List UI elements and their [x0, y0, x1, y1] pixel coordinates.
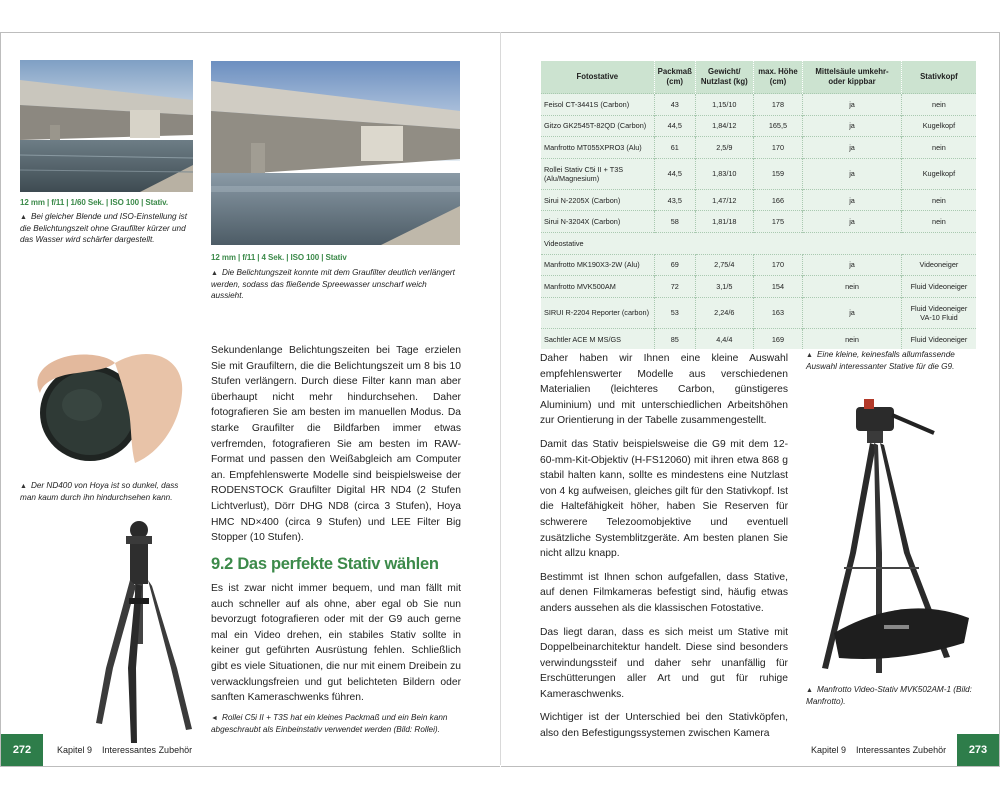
- table-cell: nein: [803, 276, 902, 298]
- triangle-left-icon: ▲: [806, 352, 813, 359]
- table-cell: 85: [654, 328, 695, 349]
- table-cell: ja: [803, 189, 902, 211]
- table-cell: 2,5/9: [695, 137, 753, 159]
- table-cell: 43,5: [654, 189, 695, 211]
- table-cell: 1,81/18: [695, 211, 753, 233]
- table-header: max. Höhe (cm): [753, 61, 803, 94]
- table-cell: nein: [901, 137, 976, 159]
- paragraph: Damit das Stativ beispielsweise die G9 mit dem 12-60-mm-Kit-Objektiv (H-FS12060) mit ihren etwa 868 g stabil halten kann, sollte es mindestens eine Nutzlast von 4 kg aufweisen, gleiches gilt für den Stativkopf. Ist die Haltefähigkeit höher, haben Sie Reserven für schwerere Telezoomobjektive und eventuell zusätzliche Systemblitzgeräte. Am besten planen Sie nicht allzu knapp.: [540, 438, 788, 560]
- table-header: Mittelsäule umkehr- oder kippbar: [803, 61, 902, 94]
- table-row: [541, 211, 976, 233]
- right-body-column: [540, 351, 788, 750]
- filter-caption-text: Der ND400 von Hoya ist so dunkel, dass man kaum durch ihn hindurchsehen kann.: [20, 481, 179, 503]
- table-cell: 163: [753, 297, 803, 328]
- table-cell: ja: [803, 94, 902, 116]
- filter-paragraph-text: Sekundenlange Belichtungszeiten bei Tage erzielen Sie mit Graufiltern, die die Belichtungszeit um 8 bis 10 Stufen verlängern. Durch diese Filter kann man aber überhaupt nicht mehr hindurchsehen. Daher fotografieren Sie am besten im manuellen Modus. Da starke Graufilter die Bildfarben immer etwas verfremden, fotografieren Sie am besten im RAW-Format und passen den Weißabgleich am Computer an. Empfehlenswerte Modelle sind beispielsweise der RODENSTOCK Graufilter Digital HR ND4 (2 Stufen Lichtverlust), Dörr DHG ND8 (circa 3 Stufen), Hoya HMC ND×400 (circa 9 Stufen) und LEE Filter Big Stopper (10 Stufen).: [211, 345, 461, 544]
- photo1-caption: [20, 211, 195, 246]
- table-cell: 4,4/4: [695, 328, 753, 349]
- table-cell: 43: [654, 94, 695, 116]
- table-cell: Manfrotto MK190X3-2W (Alu): [541, 254, 654, 276]
- tripod-intro-paragraph: [211, 581, 461, 714]
- table-cell: 53: [654, 297, 695, 328]
- table-cell: 170: [753, 254, 803, 276]
- table-cell: 44,5: [654, 158, 695, 189]
- photo2-caption: [211, 267, 461, 302]
- table-cell: 1,15/10: [695, 94, 753, 116]
- table-cell: 169: [753, 328, 803, 349]
- table-header: Fotostative: [541, 61, 654, 94]
- building-photo-long-exposure: [211, 61, 460, 245]
- triangle-up-icon: ▲: [20, 214, 27, 221]
- video-tripod-image: [804, 393, 974, 678]
- table-row: [541, 158, 976, 189]
- table-cell: Sirui N-3204X (Carbon): [541, 211, 654, 233]
- building-photo-long-exposure-image: [211, 61, 460, 245]
- table-header: Stativkopf: [901, 61, 976, 94]
- table-cell: Kugelkopf: [901, 158, 976, 189]
- table-cell: 1,83/10: [695, 158, 753, 189]
- photo1-caption-head: 12 mm | f/11 | 1/60 Sek. | ISO 100 | Stativ.: [20, 198, 169, 207]
- table-row: [541, 115, 976, 137]
- table-row: [541, 328, 976, 349]
- tripod-table: [541, 61, 976, 349]
- table-row: [541, 297, 976, 328]
- triangle-left-icon: ◄: [211, 715, 218, 722]
- table-row: [541, 94, 976, 116]
- table-cell: nein: [803, 328, 902, 349]
- table-caption-text: Eine kleine, keinesfalls allumfassende Auswahl interessanter Stative für die G9.: [806, 350, 955, 372]
- triangle-up-icon: ▲: [211, 270, 218, 277]
- table-section-row: [541, 232, 976, 254]
- photo2-caption-head: 12 mm | f/11 | 4 Sek. | ISO 100 | Stativ: [211, 253, 347, 262]
- table-cell: 61: [654, 137, 695, 159]
- table-cell: 159: [753, 158, 803, 189]
- filter-caption: [20, 480, 195, 503]
- table-cell: 154: [753, 276, 803, 298]
- table-row: [541, 189, 976, 211]
- table-cell: nein: [901, 211, 976, 233]
- left-footer-chapter: Kapitel 9: [57, 745, 93, 755]
- table-row: [541, 276, 976, 298]
- paragraph: Wichtiger ist der Unterschied bei den Stativköpfen, also den Befestigungssystemen zwischen Kamera: [540, 712, 788, 740]
- table-cell: nein: [901, 94, 976, 116]
- table-cell: 58: [654, 211, 695, 233]
- table-cell: 1,84/12: [695, 115, 753, 137]
- paragraph: Daher haben wir Ihnen eine kleine Auswahl empfehlenswerter Modelle aus verschiedenen Materialien (leichteres Carbon, günstigeres Aluminium) und mit unterschiedlichen Arbeitshöhen zur Orientierung in der Tabelle zusammengestellt.: [540, 353, 788, 427]
- triangle-up-icon: ▲: [20, 483, 27, 490]
- photo2-caption-text: Die Belichtungszeit konnte mit dem Graufilter deutlich verlängert werden, sodass das fließende Spreewasser unscharf weich aussieht.: [211, 268, 455, 301]
- table-cell: Rollei Stativ C5i II + T3S (Alu/Magnesium): [541, 158, 654, 189]
- table-cell: 44,5: [654, 115, 695, 137]
- left-page-number: 272: [1, 734, 43, 766]
- video-tripod-caption: [806, 684, 981, 707]
- right-footer: [811, 745, 946, 755]
- table-cell: nein: [901, 189, 976, 211]
- right-page: [501, 32, 1000, 767]
- photo1-caption-text: Bei gleicher Blende und ISO-Einstellung ist die Belichtungszeit ohne Graufilter kürzer und das Wasser wird schärfer dargestellt.: [20, 212, 188, 245]
- paragraph: Das liegt daran, dass es sich meist um Stative mit Doppelbeinarchitektur handelt. Diese sind besonders verwindungssteif und daher sehr unanfällig für Erschütterungen aller Art und gut für ruhige Kameraschwenks.: [540, 626, 788, 700]
- table-row: [541, 254, 976, 276]
- right-page-number: 273: [957, 734, 999, 766]
- table-cell: ja: [803, 254, 902, 276]
- table-cell: 2,75/4: [695, 254, 753, 276]
- table-cell: 2,24/6: [695, 297, 753, 328]
- tripod-caption: [211, 712, 461, 735]
- table-cell: ja: [803, 297, 902, 328]
- table-section-label: Videostative: [541, 232, 976, 254]
- section-heading: 9.2 Das perfekte Stativ wählen: [211, 555, 439, 573]
- table-cell: Kugelkopf: [901, 115, 976, 137]
- table-cell: 175: [753, 211, 803, 233]
- table-header: Gewicht/ Nutzlast (kg): [695, 61, 753, 94]
- nd-filter-photo: [20, 313, 193, 473]
- table-cell: SIRUI R-2204 Reporter (carbon): [541, 297, 654, 328]
- table-cell: 69: [654, 254, 695, 276]
- rollei-tripod-photo: [46, 518, 196, 748]
- tripod-intro-text: Es ist zwar nicht immer bequem, und man fällt mit auch schneller auf als ohne, aber egal ob Sie nun bevorzugt fotografieren oder mit der G9 auch gerne mal ein Video drehen, ein stabiles Stativ sollte in keiner gut geführten Ausrüstung fehlen. Schließlich gibt es viele Situationen, die nur mit einem Dreibein zu verwacklungsfreien und gut belichteten Bildern oder sanften Kameraschwenks führen.: [211, 583, 461, 704]
- table-cell: Manfrotto MVK500AM: [541, 276, 654, 298]
- right-footer-chapter: Kapitel 9: [811, 745, 847, 755]
- paragraph: Bestimmt ist Ihnen schon aufgefallen, dass Stative, auf denen Filmkameras befestigt sind, häufig etwas anders aussehen als die klassischen Fotostative.: [540, 571, 788, 614]
- table-cell: 1,47/12: [695, 189, 753, 211]
- table-cell: 3,1/5: [695, 276, 753, 298]
- table-cell: 170: [753, 137, 803, 159]
- table-header-row: [541, 61, 976, 94]
- video-tripod-caption-text: Manfrotto Video-Stativ MVK502AM-1 (Bild: Manfrotto).: [806, 685, 972, 707]
- table-cell: Manfrotto MT055XPRO3 (Alu): [541, 137, 654, 159]
- table-cell: ja: [803, 211, 902, 233]
- building-photo-short-exposure: [20, 60, 193, 192]
- table-cell: ja: [803, 137, 902, 159]
- table-cell: Fluid Videoneiger: [901, 328, 976, 349]
- rollei-tripod-image: [46, 518, 196, 748]
- table-cell: ja: [803, 158, 902, 189]
- right-footer-title: Interessantes Zubehör: [856, 745, 947, 755]
- table-cell: Feisol CT-3441S (Carbon): [541, 94, 654, 116]
- building-photo-short-exposure-image: [20, 60, 193, 192]
- table-caption: [806, 349, 971, 372]
- table-cell: 165,5: [753, 115, 803, 137]
- left-page: [0, 32, 500, 767]
- tripod-caption-text: Rollei C5i II + T3S hat ein kleines Packmaß und ein Bein kann abgeschraubt als Einbeinstativ verwendet werden (Bild: Rollei).: [211, 713, 448, 735]
- table-cell: Videoneiger: [901, 254, 976, 276]
- table-cell: ja: [803, 115, 902, 137]
- table-cell: Sachtler ACE M MS/GS: [541, 328, 654, 349]
- filter-paragraph: [211, 343, 461, 554]
- table-cell: 72: [654, 276, 695, 298]
- triangle-up-icon: ▲: [806, 687, 813, 694]
- table-cell: Sirui N-2205X (Carbon): [541, 189, 654, 211]
- left-footer-title: Interessantes Zubehör: [102, 745, 193, 755]
- video-tripod-photo: [804, 393, 974, 678]
- table-cell: 178: [753, 94, 803, 116]
- table-cell: Fluid Videoneiger VA-10 Fluid: [901, 297, 976, 328]
- table-cell: 166: [753, 189, 803, 211]
- table-header: Packmaß (cm): [654, 61, 695, 94]
- table-row: [541, 137, 976, 159]
- nd-filter-photo-image: [20, 313, 193, 473]
- table-cell: Gitzo GK2545T-82QD (Carbon): [541, 115, 654, 137]
- table-cell: Fluid Videoneiger: [901, 276, 976, 298]
- left-footer: [57, 745, 192, 755]
